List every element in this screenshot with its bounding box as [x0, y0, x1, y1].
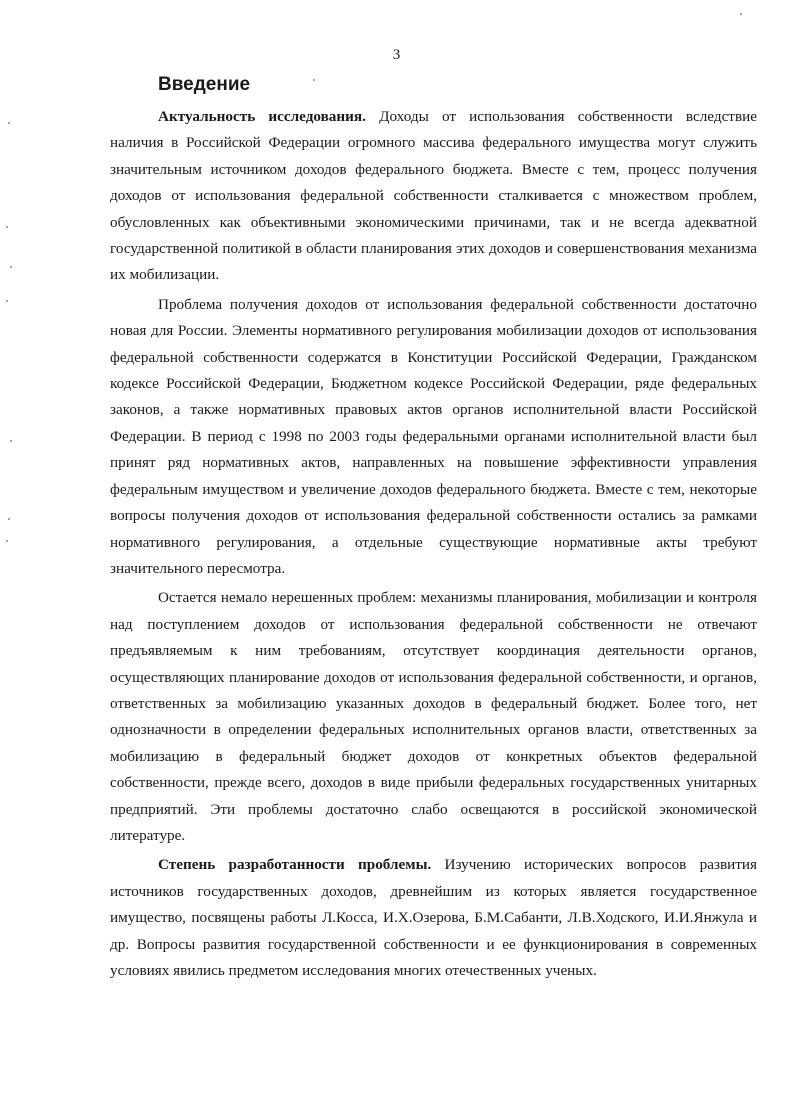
page-number: 3: [392, 47, 401, 63]
paragraph-relevance: [110, 104, 757, 289]
scan-speck: [6, 300, 8, 302]
scan-speck: [10, 440, 12, 442]
scan-speck: [6, 540, 8, 542]
paragraph-text: Доходы от использования собственности вследствие наличия в Российской Федерации огромного массива федерального имущества могут служить значительным источником доходов федерального бюджета. Вместе с тем, процесс получения доходов от использования федеральной собственности сталкивается с множеством проблем, обусловленных как объективными экономическими причинами, так и не всегда адекватной государственной политикой в области планирования этих доходов и совершенствования механизма их мобилизации.: [110, 108, 757, 284]
paragraph-research-state: [110, 852, 757, 984]
paragraph-text: Остается немало нерешенных проблем: механизмы планирования, мобилизации и контроля над поступлением доходов от использования федеральной собственности не отвечают предъявляемым к ним требованиям, отсутствует координация деятельности органов, осуществляющих планирование доходов от использования федеральной собственности, и органов, ответственных за мобилизацию указанных доходов в федеральный бюджет. Более того, нет однозначности в определении федеральных исполнительных органов власти, ответственных за мобилизацию в федеральный бюджет доходов от конкретных объектов федеральной собственности, прежде всего, доходов в виде прибыли федеральных государственных унитарных предприятий. Эти проблемы достаточно слабо освещаются в российской экономической литературе.: [110, 589, 757, 844]
scan-speck: [8, 518, 10, 520]
document-body: [110, 104, 757, 984]
paragraph-lead: Степень разработанности проблемы.: [158, 856, 432, 874]
scan-speck: [10, 266, 12, 268]
paragraph-lead: Актуальность исследования.: [158, 108, 366, 125]
paragraph-text: Проблема получения доходов от использования федеральной собственности достаточно новая для России. Элементы нормативного регулирования мобилизации доходов от использования федеральной собственности содержатся в Конституции Российской Федерации, Гражданском кодексе Российской Федерации, Бюджетном кодексе Российской Федерации, ряде федеральных законов, а также нормативных правовых актов органов исполнительной власти Российской Федерации. В период с 1998 по 2003 годы федеральными органами исполнительной власти был принят ряд нормативных актов, направленных на повышение эффективности управления федеральным имуществом и увеличение доходов федерального бюджета. Вместе с тем, некоторые вопросы получения доходов от использования федеральной собственности остались за рамками нормативного регулирования, а отдельные существующие нормативные акты требуют значительного пересмотра.: [110, 295, 757, 577]
scan-speck: [740, 13, 742, 15]
scan-speck: [6, 226, 8, 228]
paragraph-problems: [110, 585, 757, 849]
paragraph-text: Изучению исторических вопросов развития источников государственных доходов, древнейшим из которых является государственное имущество, посвящены работы Л.Косса, И.Х.Озерова, Б.М.Сабанти, Л.В.Ходского, И.И.Янжула и др. Вопросы развития государственной собственности и ее функционирования в современных условиях явились предметом исследования многих отечественных ученых.: [110, 856, 757, 979]
paragraph-regulation: [110, 292, 757, 582]
scan-speck: [313, 79, 315, 81]
scan-speck: [8, 122, 10, 124]
page-title: Введение: [158, 74, 251, 95]
